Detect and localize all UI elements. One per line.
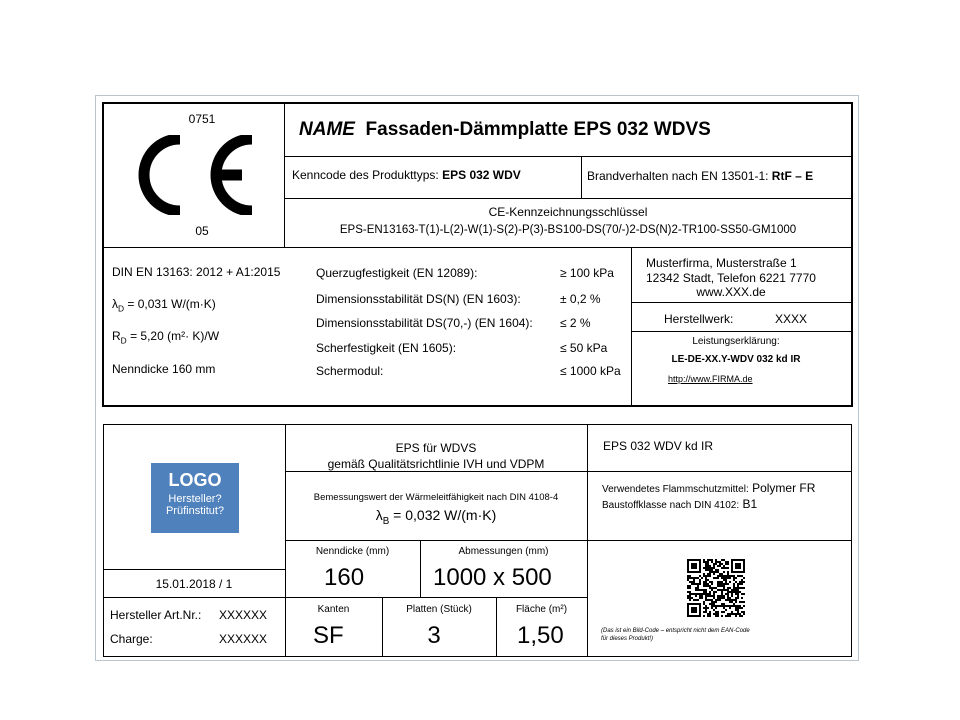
qr-code-icon (687, 559, 745, 617)
lambda-b: $\lambda_B = 0,032$ W/(m·K) (375, 507, 497, 527)
quality-guideline: gemäß Qualitätsrichtlinie IVH und VDPM (327, 457, 545, 471)
property-label: Schermodul: (316, 364, 384, 378)
lambda-b-value: = 0,032 W/(m·K) (393, 507, 497, 523)
kenncode (292, 168, 521, 182)
divider (103, 247, 852, 248)
company-line2: 12342 Stadt, Telefon 6221 7770 (646, 271, 816, 285)
lambda-d: $\lambda_D = 0,031$ W/(m·K) (112, 297, 216, 314)
dimensions-value: 1000 x 500 (433, 564, 552, 591)
ce-mark-icon (128, 135, 256, 215)
article-number-value: XXXXXX (219, 608, 268, 622)
norm: DIN EN 13163: 2012 + A1:2015 (112, 265, 281, 279)
article-number-label: Hersteller Art.Nr.: (110, 608, 202, 622)
product-title-rest: Fassaden-Dämmplatte EPS 032 WDVS (365, 119, 711, 140)
plant-label: Herstellwerk: (664, 312, 734, 326)
product-name: NAME (299, 119, 355, 140)
divider (631, 331, 852, 332)
logo-title: LOGO (168, 470, 222, 490)
production-date: 15.01.2018 / 1 (155, 577, 233, 591)
divider (285, 597, 587, 598)
boards-value: 3 (427, 622, 441, 649)
ce-key-title: CE-Kennzeichnungsschlüssel (488, 205, 648, 219)
property-value: ± 0,2 % (560, 292, 601, 306)
fire-class (602, 497, 757, 511)
property-label: Dimensionsstabilität DS(70,-) (EN 1604): (316, 316, 533, 330)
kenncode-label: Kenncode des Produkttyps: (292, 168, 439, 182)
logo-placeholder (151, 463, 239, 533)
lambda-d-value: = 0,031 W/(m·K) (127, 297, 216, 311)
divider (285, 540, 852, 541)
property-value: ≤ 1000 kPa (560, 364, 621, 378)
property-value: ≤ 50 kPa (560, 341, 608, 355)
logo-line3: Prüfinstitut? (165, 505, 225, 517)
ce-key-value: EPS-EN13163-T(1)-L(2)-W(1)-S(2)-P(3)-BS100-DS(70/-)2-DS(N)2-TR100-SS50-GM1000 (339, 224, 797, 236)
divider (103, 597, 285, 598)
area-value: 1,50 (517, 622, 564, 649)
flame-retardant-label: Verwendetes Flammschutzmittel: (602, 484, 749, 495)
qr-note: (Das ist ein Bild-Code – entspricht nicht dem EAN-Code für dieses Produkt!) (601, 628, 750, 642)
fire-behaviour-label: Brandverhalten nach EN 13501-1: (587, 169, 769, 183)
charge-label: Charge: (110, 632, 153, 646)
boards-label: Platten (Stück) (406, 604, 472, 615)
eps-application: EPS für WDVS (395, 441, 477, 455)
logo-line2: Hersteller? (168, 493, 222, 505)
flame-retardant (602, 481, 815, 495)
fire-behaviour (587, 169, 813, 183)
dop-link[interactable]: http://www.FIRMA.de (668, 374, 753, 384)
dop-value: LE-DE-XX.Y-WDV 032 kd IR (671, 354, 801, 365)
company-website: www.XXX.de (696, 285, 766, 299)
edges-value: SF (313, 622, 344, 649)
plant-value: XXXX (775, 312, 808, 326)
ce-year: 05 (195, 224, 209, 238)
property-label: Dimensionsstabilität DS(N) (EN 1603): (316, 292, 521, 306)
nenndicke-label: Nenndicke (mm) (315, 546, 390, 557)
r-d: $R_D = 5,20$ (m²· K)/W (112, 329, 220, 346)
product-title (299, 119, 711, 141)
flame-retardant-value: Polymer FR (752, 481, 816, 495)
dimensions-label: Abmessungen (mm) (458, 546, 549, 557)
property-value: ≥ 100 kPa (560, 266, 614, 280)
kenncode-value: EPS 032 WDV (442, 168, 521, 182)
charge-value: XXXXXX (219, 632, 268, 646)
area-label: Fläche (m²) (515, 604, 568, 615)
product-code: EPS 032 WDV kd IR (603, 439, 714, 453)
nenndicke-value: 160 (324, 564, 365, 591)
divider (581, 156, 582, 198)
divider (631, 247, 632, 405)
design-value-label: Bemessungswert der Wärmeleitfähigkeit nach DIN 4108-4 (313, 492, 559, 503)
divider (284, 156, 852, 157)
divider (284, 198, 852, 199)
divider (631, 302, 852, 303)
property-label: Querzugfestigkeit (EN 12089): (316, 266, 478, 280)
dop-label: Leistungserklärung: (692, 336, 780, 347)
fire-behaviour-value: RtF – E (771, 169, 814, 183)
property-value: ≤ 2 % (560, 316, 591, 330)
company-line1: Musterfirma, Musterstraße 1 (646, 256, 797, 270)
notified-body-number: 0751 (188, 112, 216, 126)
thickness: Nenndicke 160 mm (112, 362, 216, 376)
fire-class-label: Baustoffklasse nach DIN 4102: (602, 500, 740, 511)
property-label: Scherfestigkeit (EN 1605): (316, 341, 457, 355)
fire-class-value: B1 (742, 497, 758, 511)
r-d-value: = 5,20 (m²· K)/W (130, 329, 220, 343)
divider (285, 471, 852, 472)
edges-label: Kanten (317, 604, 350, 615)
divider (103, 569, 285, 570)
